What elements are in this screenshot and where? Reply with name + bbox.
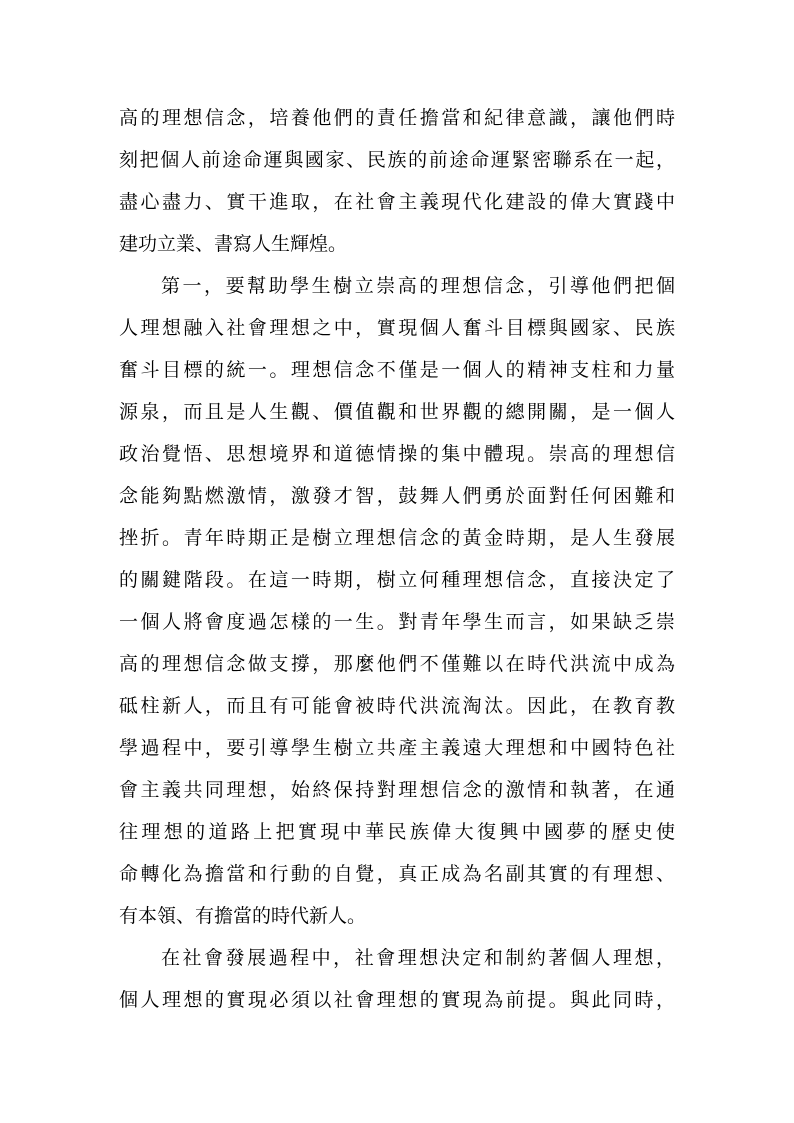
paragraph-line: 源泉，而且是人生觀、價值觀和世界觀的總開關，是一個人 [119, 401, 675, 423]
paragraph-line: 奮斗目標的統一。理想信念不僅是一個人的精神支柱和力量 [119, 359, 675, 381]
paragraph-line: 政治覺悟、思想境界和道德情操的集中體現。崇高的理想信 [119, 443, 675, 465]
paragraph-line: 會主義共同理想，始終保持對理想信念的激情和執著，在通 [119, 779, 675, 801]
paragraph-line: 的關鍵階段。在這一時期，樹立何種理想信念，直接決定了 [119, 569, 675, 591]
paragraph-line: 盡心盡力、實干進取，在社會主義現代化建設的偉大實踐中 [119, 191, 675, 213]
paragraph-line: 高的理想信念做支撐，那麼他們不僅難以在時代洪流中成為 [119, 653, 675, 675]
paragraph-line: 有本領、有擔當的時代新人。 [119, 905, 367, 927]
paragraph-line: 第一，要幫助學生樹立崇高的理想信念，引導他們把個 [161, 275, 675, 297]
paragraph-line: 建功立業、書寫人生輝煌。 [119, 233, 348, 255]
paragraph-line: 念能夠點燃激情，激發才智，鼓舞人們勇於面對任何困難和 [119, 485, 675, 507]
paragraph-line: 砥柱新人，而且有可能會被時代洪流淘汰。因此，在教育教 [119, 695, 675, 717]
paragraph-line: 個人理想的實現必須以社會理想的實現為前提。與此同時， [119, 989, 675, 1011]
paragraph-line: 高的理想信念，培養他們的責任擔當和紀律意識，讓他們時 [119, 107, 675, 129]
paragraph-line: 在社會發展過程中，社會理想決定和制約著個人理想， [161, 947, 675, 969]
paragraph-line: 人理想融入社會理想之中，實現個人奮斗目標與國家、民族 [119, 317, 675, 339]
paragraph-line: 刻把個人前途命運與國家、民族的前途命運緊密聯系在一起， [119, 149, 675, 171]
paragraph-line: 命轉化為擔當和行動的自覺，真正成為名副其實的有理想、 [119, 863, 675, 885]
paragraph-line: 挫折。青年時期正是樹立理想信念的黃金時期，是人生發展 [119, 527, 675, 549]
paragraph-line: 學過程中，要引導學生樹立共產主義遠大理想和中國特色社 [119, 737, 675, 759]
paragraph-line: 一個人將會度過怎樣的一生。對青年學生而言，如果缺乏崇 [119, 611, 675, 633]
paragraph-line: 往理想的道路上把實現中華民族偉大復興中國夢的歷史使 [119, 821, 675, 843]
